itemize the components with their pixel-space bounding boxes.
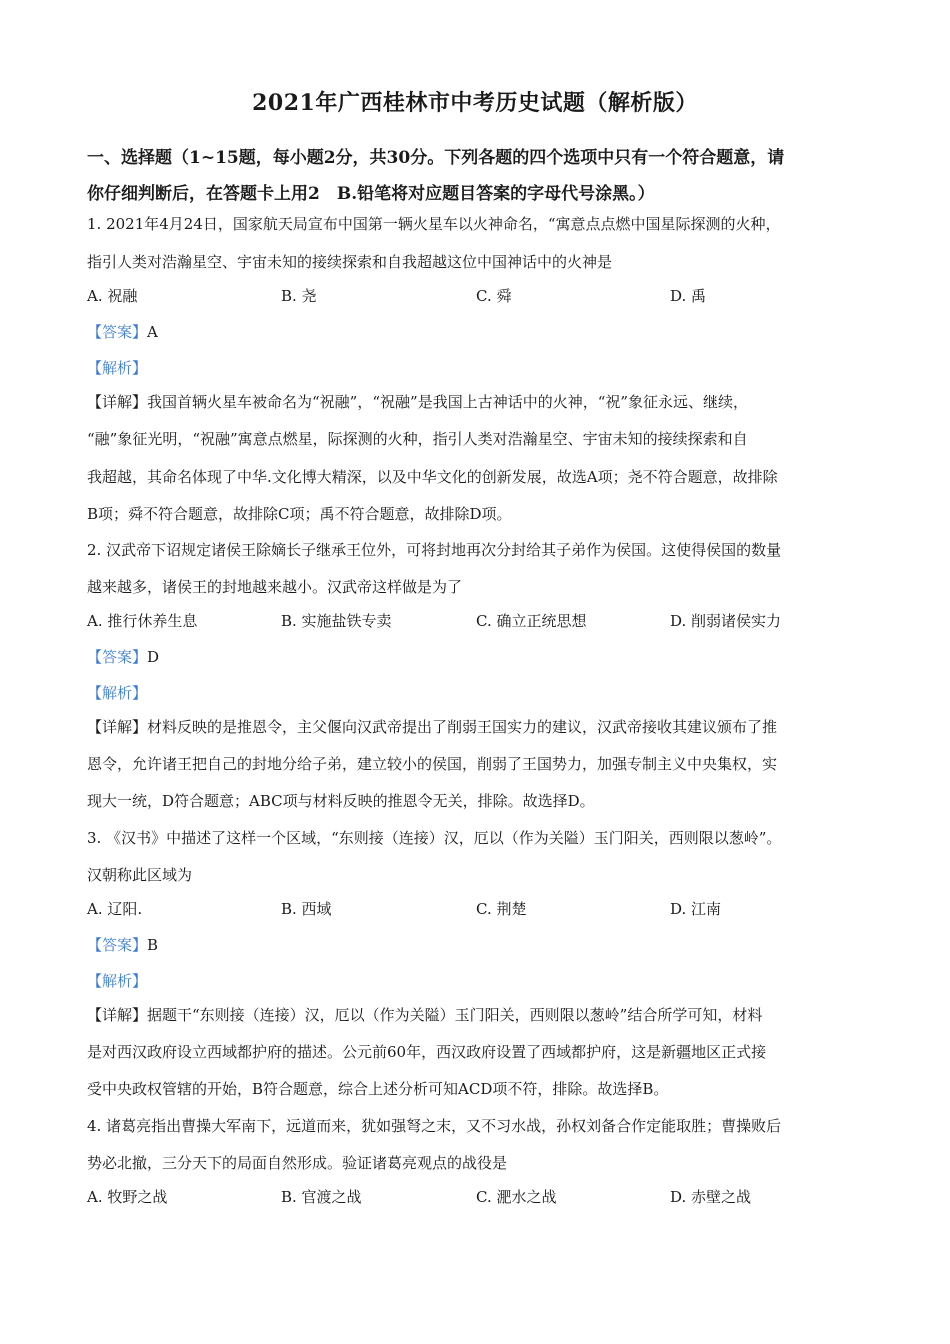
q3-answer-value: B: [147, 936, 159, 954]
detail-label: 【详解】: [87, 1006, 148, 1024]
q2-option-b: B. 实施盐铁专卖: [281, 612, 392, 630]
answer-label: 【答案】: [87, 648, 148, 666]
q2-option-c: C. 确立正统思想: [476, 612, 587, 630]
q4-stem-line-2: 势必北撤，三分天下的局面自然形成。验证诸葛亮观点的战役是: [87, 1154, 508, 1172]
q2-detail-text-1: 材料反映的是推恩令，主父偃向汉武帝提出了削弱王国实力的建议，汉武帝接收其建议颁布了推: [147, 718, 778, 736]
detail-label: 【详解】: [87, 393, 148, 411]
q1-stem-line-2: 指引人类对浩瀚星空、宇宙未知的接续探索和自我超越这位中国神话中的火神是: [87, 253, 613, 271]
q3-option-d: D. 江南: [670, 900, 722, 918]
section-heading: [87, 140, 877, 212]
q1-option-a: A. 祝融: [87, 287, 138, 305]
q2-option-a: A. 推行休养生息: [87, 612, 198, 630]
q1-detail-line-3: 我超越，其命名体现了中华.文化博大精深，以及中华文化的创新发展，故选A项；尧不符合题意，故排除: [87, 468, 778, 486]
q1-detail-text-1: 我国首辆火星车被命名为“祝融”，“祝融”是我国上古神话中的火神，“祝”象征永远、继续，: [147, 393, 749, 411]
q1-option-b: B. 尧: [281, 287, 317, 305]
q1-detail-line-4: B项；舜不符合题意，故排除C项；禹不符合题意，故排除D项。: [87, 505, 512, 523]
q3-detail-line-3: 受中央政权管辖的开始，B符合题意，综合上述分析可知ACD项不符，排除。故选择B。: [87, 1080, 669, 1098]
q1-answer-value: A: [147, 323, 158, 341]
q3-option-a: A. 辽阳.: [87, 900, 143, 918]
q2-answer: [87, 646, 159, 668]
detail-label: 【详解】: [87, 718, 148, 736]
q4-option-c: C. 淝水之战: [476, 1188, 557, 1206]
q1-option-c: C. 舜: [476, 287, 512, 305]
q4-option-a: A. 牧野之战: [87, 1188, 168, 1206]
q2-detail-line-2: 恩令，允许诸王把自己的封地分给子弟，建立较小的侯国，削弱了王国势力，加强专制主义中央集权，实: [87, 755, 778, 773]
section-heading-line-1: 一、选择题（1~15题，每小题2分，共30分。下列各题的四个选项中只有一个符合题意，请: [87, 148, 785, 168]
q3-detail-line-2: 是对西汉政府设立西域都护府的描述。公元前60年，西汉政府设置了西域都护府，这是新疆地区正式接: [87, 1043, 767, 1061]
q4-option-d: D. 赤壁之战: [670, 1188, 752, 1206]
q2-stem-line-2: 越来越多，诸侯王的封地越来越小。汉武帝这样做是为了: [87, 578, 463, 596]
q1-option-d: D. 禹: [670, 287, 707, 305]
q2-detail-line-3: 现大一统，D符合题意；ABC项与材料反映的推恩令无关，排除。故选择D。: [87, 792, 595, 810]
q3-stem-line-1: 3. 《汉书》中描述了这样一个区域，“东则接（连接）汉，厄以（作为关隘）玉门阳关，西则限以葱岭”。: [87, 829, 782, 847]
answer-label: 【答案】: [87, 323, 148, 341]
q1-detail-line-1: [87, 391, 748, 413]
q2-option-d: D. 削弱诸侯实力: [670, 612, 782, 630]
q2-answer-value: D: [147, 648, 160, 666]
q4-stem-line-1: 4. 诸葛亮指出曹操大军南下，远道而来，犹如强弩之末，又不习水战，孙权刘备合作定能取胜；曹操败后: [87, 1117, 782, 1135]
q2-detail-line-1: [87, 716, 777, 738]
page-title: 2021年广西桂林市中考历史试题（解析版）: [252, 90, 698, 116]
q3-stem-line-2: 汉朝称此区域为: [87, 866, 193, 884]
q3-detail-line-1: [87, 1004, 762, 1026]
q3-option-c: C. 荆楚: [476, 900, 527, 918]
answer-label: 【答案】: [87, 936, 148, 954]
q3-answer: [87, 934, 158, 956]
q1-stem-line-1: 1. 2021年4月24日，国家航天局宣布中国第一辆火星车以火神命名，“寓意点点燃中国星际探测的火种，: [87, 215, 781, 233]
q1-detail-line-2: “融”象征光明，“祝融”寓意点燃星，际探测的火种，指引人类对浩瀚星空、宇宙未知的接续探索和自: [87, 430, 748, 448]
q1-analysis-label: 【解析】: [87, 359, 148, 377]
q3-detail-text-1: 据题干“东则接（连接）汉，厄以（作为关隘）玉门阳关，西则限以葱岭”结合所学可知，材料: [147, 1006, 763, 1024]
q4-option-b: B. 官渡之战: [281, 1188, 362, 1206]
section-heading-line-2: 你仔细判断后，在答题卡上用2 B.铅笔将对应题目答案的字母代号涂黑。）: [87, 184, 655, 204]
q2-stem-line-1: 2. 汉武帝下诏规定诸侯王除嫡长子继承王位外，可将封地再次分封给其子弟作为侯国。这使得侯国的数量: [87, 541, 782, 559]
q1-answer: [87, 321, 158, 343]
q3-option-b: B. 西域: [281, 900, 332, 918]
q3-analysis-label: 【解析】: [87, 972, 148, 990]
q2-analysis-label: 【解析】: [87, 684, 148, 702]
